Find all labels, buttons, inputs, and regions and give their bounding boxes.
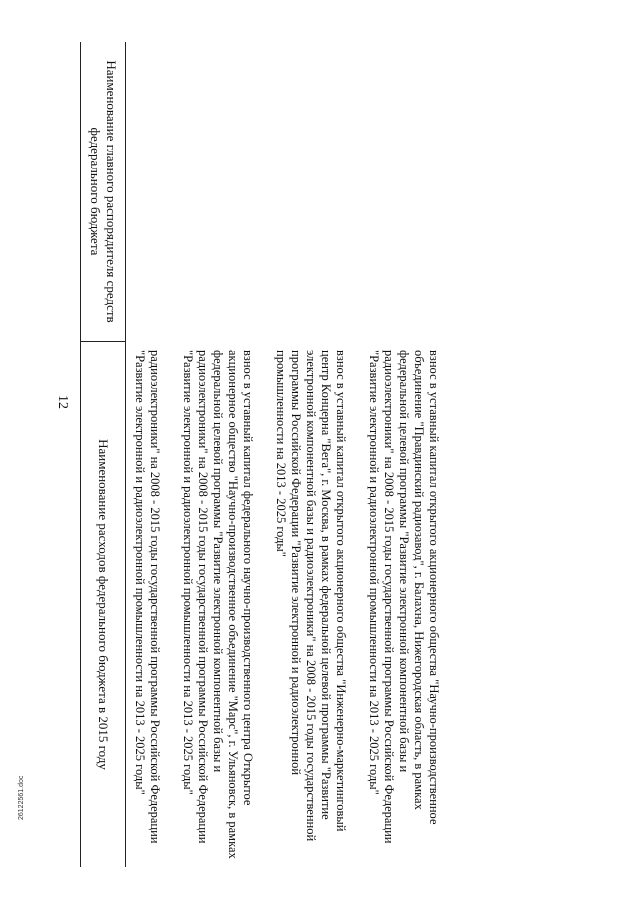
list-item: взнос в уставный капитал открытого акционерного общества "Инженерно-маркетинговый центр Концерна "Вега", г. Москва, в рамках федеральной целевой программы "Развитие электронной компонентной базы и радиоэлектроники" на 2008 - 2015 годы государственной программы Российской Федерации "Развитие электронной и радиоэлектронной промышленности на 2013 - 2025 годы" [274, 350, 348, 842]
expenditure-cell [126, 342, 610, 867]
expenditure-table [80, 42, 610, 867]
header-expenditure: Наименование расходов федерального бюджета в 2015 году [96, 439, 111, 770]
table-header [80, 42, 126, 867]
document-id: 26122561.doc [18, 775, 25, 820]
distributor-cell [126, 42, 610, 342]
rotated-page [50, 42, 610, 867]
page-number: 12 [55, 395, 70, 409]
list-item: радиоэлектроники" на 2008 - 2015 годы государственной программы Российской Федерации "Развитие электронной и радиоэлектронной промышленности на 2013 - 2025 годы" [133, 350, 162, 844]
table-body [126, 42, 610, 867]
header-distributor: Наименование главного распорядителя средств федерального бюджета [81, 42, 125, 342]
list-item: взнос в уставный капитал федерального научно-производственного центра Открытое акционерное общество "Научно-производственное объединение "Марс", г. Ульяновск, в рамках федеральной целевой программы "Развитие электронной компонентной базы и радиоэлектроники" на 2008 - 2015 годы государственной программы Российской Федерации "Развитие электронной и радиоэлектронной промышленности на 2013 - 2025 годы" [181, 350, 255, 859]
list-item: взнос в уставный капитал открытого акционерного общества "Научно-производственное объединение "Правдинский радиозавод", г. Балахна, Нижегородская область, в рамках федеральной целевой программы "Развитие электронной компонентной базы и радиоэлектроники" на 2008 - 2015 годы государственной программы Российской Федерации "Развитие электронной и радиоэлектронной промышленности на 2013 - 2025 годы" [367, 350, 441, 844]
